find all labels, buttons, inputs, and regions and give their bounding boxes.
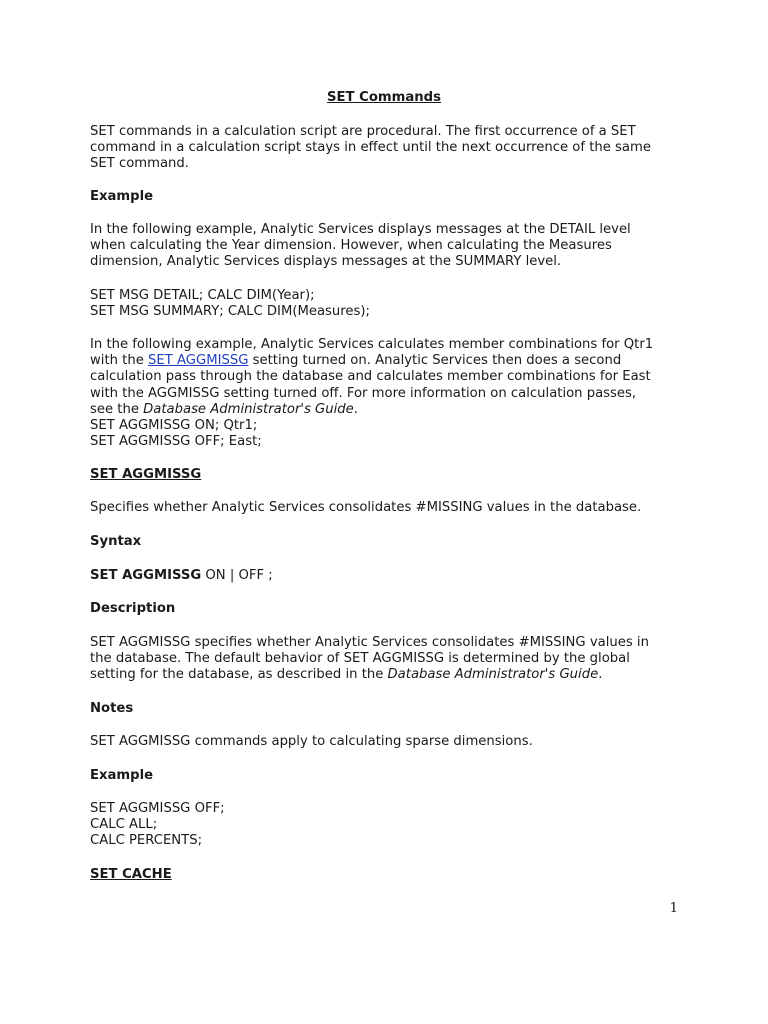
paragraph-line: In the following example, Analytic Services calculates member combinations for Qtr1	[90, 337, 654, 352]
description-line: SET AGGMISSG specifies whether Analytic Services consolidates #MISSING values in	[90, 635, 649, 650]
intro-line: SET command.	[90, 156, 189, 172]
description-text: .	[598, 667, 603, 683]
description-paragraph	[90, 635, 690, 684]
page-title: SET Commands	[327, 90, 441, 105]
syntax-line	[90, 568, 690, 584]
paragraph-line	[90, 353, 690, 369]
intro-line: SET commands in a calculation script are procedural. The first occurrence of a SET	[90, 124, 636, 139]
syntax-command: SET AGGMISSG	[90, 568, 202, 583]
code-line: SET MSG DETAIL; CALC DIM(Year);	[90, 288, 315, 303]
intro-line: command in a calculation script stays in effect until the next occurrence of the same	[90, 140, 651, 156]
code-line: SET MSG SUMMARY; CALC DIM(Measures);	[90, 304, 370, 320]
code-line: SET AGGMISSG ON; Qtr1;	[90, 418, 258, 434]
description-line	[90, 667, 690, 683]
notes-text: SET AGGMISSG commands apply to calculating sparse dimensions.	[90, 734, 533, 749]
example-line: In the following example, Analytic Services displays messages at the DETAIL level	[90, 222, 631, 237]
paragraph-text: see the	[90, 401, 144, 417]
paragraph-text: setting turned on. Analytic Services then does a second	[248, 353, 622, 369]
code-line: SET AGGMISSG OFF;	[90, 801, 225, 816]
page-number: 1	[669, 901, 678, 916]
description-text: setting for the database, as described in the	[90, 667, 388, 683]
paragraph-text: .	[353, 401, 358, 417]
set-aggmissg-link[interactable]: SET AGGMISSG	[148, 353, 249, 369]
example-heading: Example	[90, 189, 154, 204]
paragraph-line	[90, 402, 690, 418]
description-line: the database. The default behavior of SET AGGMISSG is determined by the global	[90, 651, 630, 667]
code-line: CALC PERCENTS;	[90, 833, 203, 849]
aggmissg-example-code	[90, 801, 690, 850]
aggmissg-summary: Specifies whether Analytic Services consolidates #MISSING values in the database.	[90, 500, 642, 515]
guide-reference: Database Administrator's Guide	[143, 401, 354, 417]
example-line: dimension, Analytic Services displays messages at the SUMMARY level.	[90, 254, 562, 270]
set-aggmissg-heading: SET AGGMISSG	[90, 467, 202, 482]
aggmissg-example-heading: Example	[90, 768, 154, 783]
code-line: CALC ALL;	[90, 817, 158, 833]
code-line: SET AGGMISSG OFF; East;	[90, 434, 262, 450]
calculation-pass-paragraph	[90, 337, 690, 450]
msg-code-block	[90, 288, 690, 320]
description-heading: Description	[90, 601, 176, 616]
set-cache-heading: SET CACHE	[90, 867, 172, 882]
example-paragraph	[90, 222, 690, 271]
paragraph-line: with the AGGMISSG setting turned off. For more information on calculation passes,	[90, 385, 637, 401]
intro-paragraph	[90, 124, 690, 173]
paragraph-text: with the	[90, 353, 149, 369]
example-line: when calculating the Year dimension. However, when calculating the Measures	[90, 238, 612, 254]
paragraph-line: calculation pass through the database and calculates member combinations for East	[90, 369, 651, 385]
syntax-heading: Syntax	[90, 534, 142, 549]
guide-reference: Database Administrator's Guide	[387, 667, 599, 683]
syntax-args: ON | OFF ;	[201, 568, 273, 583]
notes-heading: Notes	[90, 701, 134, 716]
